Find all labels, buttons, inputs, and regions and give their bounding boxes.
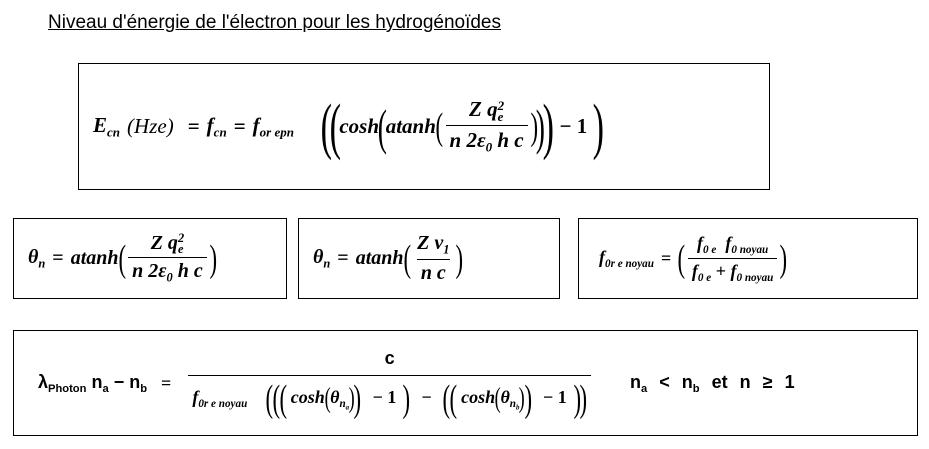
open-paren-icon: ( — [677, 237, 686, 280]
theta-symbol: $\theta_n$ — [313, 245, 331, 271]
atanh-function: atanh — [355, 247, 404, 269]
close-paren-icon: ) — [592, 92, 605, 161]
close-paren-icon: ) — [779, 237, 788, 280]
atanh-function: atanh — [385, 114, 436, 138]
fraction-numerator: Z q 2 e — [469, 97, 505, 125]
fraction-numerator: $f_{0 e}$ $f_{0 noyau}$ — [697, 233, 769, 256]
open-paren-icon: ( — [320, 92, 333, 161]
open-paren-icon: ( — [435, 105, 444, 148]
photon-wavelength-formula-box — [13, 330, 918, 436]
fraction — [128, 232, 207, 286]
fraction — [413, 232, 453, 285]
cosh-function: cosh — [339, 114, 380, 138]
fraction-denominator: n $2\varepsilon_0$ h c — [128, 257, 207, 285]
orbital-frequency-symbol: $f_{or epn}$ — [252, 112, 295, 140]
lambda-symbol: $\lambda_{Photon}$ $n_a - n_b$ — [38, 371, 148, 395]
close-paren-icon: ) — [536, 98, 546, 155]
minus-one: − 1 — [559, 114, 588, 138]
close-paren-icon: ) — [542, 92, 554, 161]
fraction — [446, 97, 528, 155]
atanh-function: atanh — [70, 247, 119, 269]
theta-qe-formula-box — [13, 218, 287, 299]
equals-sign: = — [187, 114, 200, 138]
close-paren-icon: ) — [530, 105, 538, 148]
equals-sign: = — [233, 114, 246, 138]
fraction-denominator: $f_{0r e noyau}$ ((( $\cosh(\theta_{n_a})) - 1$ ) − (( $\cosh(\theta_{n_b})) - 1$ )) — [188, 375, 591, 418]
open-paren-icon: ( — [403, 237, 411, 280]
fraction-denominator: n $2\varepsilon_0$ h c — [446, 125, 528, 156]
equals-sign: = — [337, 247, 349, 269]
close-paren-icon: ) — [456, 237, 464, 280]
equals-sign: = — [161, 372, 172, 393]
condition: $n_a < n_b$ et n ≥ 1 — [630, 371, 795, 395]
open-paren-icon: ( — [118, 237, 126, 280]
theta-v1-formula-box — [298, 218, 560, 299]
energy-formula-box — [78, 63, 770, 190]
energy-symbol: $E_{cn}$ — [93, 112, 121, 140]
equals-sign: = — [52, 247, 64, 269]
close-paren-icon: ) — [209, 237, 217, 280]
reduced-frequency-formula-box — [578, 218, 918, 299]
fraction-numerator: Z q 2 e — [150, 230, 185, 256]
energy-argument: (Hze) — [127, 114, 174, 138]
fraction — [188, 348, 591, 418]
open-paren-icon: ( — [377, 98, 387, 155]
reduced-frequency-symbol: $f_{0r e noyau}$ — [599, 247, 654, 270]
fraction-denominator: n c — [417, 259, 450, 285]
fraction — [688, 233, 777, 284]
theta-symbol: $\theta_n$ — [28, 245, 46, 271]
equals-sign: = — [660, 248, 672, 268]
page-title: Niveau d'énergie de l'électron pour les hydrogénoïdes — [48, 12, 501, 33]
frequency-symbol: $f_{cn}$ — [206, 112, 227, 140]
fraction-denominator: $f_{0 e} + f_{0 noyau}$ — [688, 258, 777, 284]
fraction-numerator: Z $v_1$ — [417, 231, 450, 257]
fraction-numerator: c — [384, 348, 395, 368]
open-paren-icon: ( — [329, 92, 341, 161]
